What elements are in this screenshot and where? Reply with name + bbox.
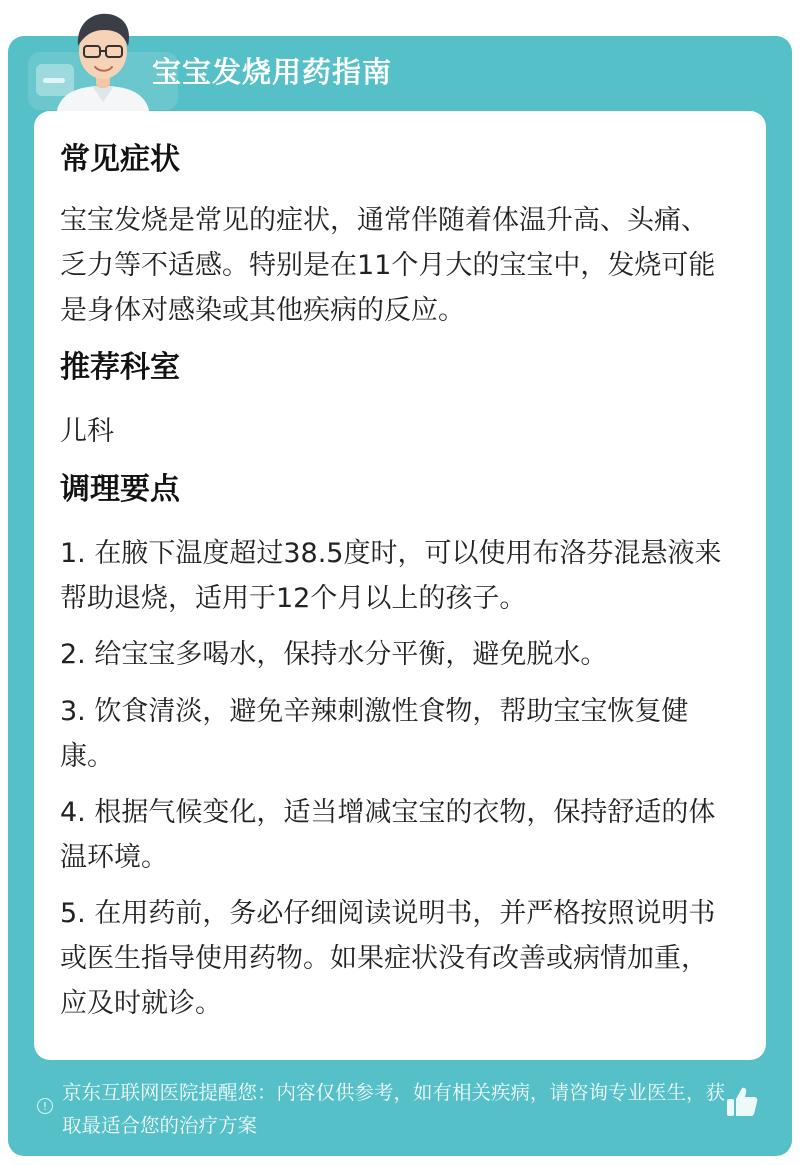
content-card xyxy=(34,111,766,1060)
section-title-symptoms: 常见症状 xyxy=(60,142,180,177)
section-title-department: 推荐科室 xyxy=(60,350,180,385)
list-item: 4. 根据气候变化，适当增减宝宝的衣物，保持舒适的体温环境。 xyxy=(60,797,716,873)
list-item: 5. 在用药前，务必仔细阅读说明书，并严格按照说明书或医生指导使用药物。如果症状没有改善或病情加重，应及时就诊。 xyxy=(60,898,716,1019)
symptoms-text: 宝宝发烧是常见的症状，通常伴随着体温升高、头痛、乏力等不适感。特别是在11个月大的宝宝中，发烧可能是身体对感染或其他疾病的反应。 xyxy=(60,205,716,326)
thumbs-up-icon[interactable] xyxy=(724,1084,760,1120)
department-text: 儿科 xyxy=(60,416,114,447)
doctor-avatar xyxy=(48,6,158,116)
page-title: 宝宝发烧用药指南 xyxy=(152,55,393,89)
section-title-care-points: 调理要点 xyxy=(60,472,180,507)
list-item: 2. 给宝宝多喝水，保持水分平衡，避免脱水。 xyxy=(60,639,608,670)
info-icon: ! xyxy=(37,1098,53,1114)
list-item: 3. 饮食清淡，避免辛辣刺激性食物，帮助宝宝恢复健康。 xyxy=(60,696,689,772)
disclaimer-text: 京东互联网医院提醒您：内容仅供参考，如有相关疾病，请咨询专业医生，获取最适合您的治疗方案 xyxy=(62,1081,726,1137)
list-item: 1. 在腋下温度超过38.5度时，可以使用布洛芬混悬液来帮助退烧，适用于12个月以上的孩子。 xyxy=(60,538,722,614)
